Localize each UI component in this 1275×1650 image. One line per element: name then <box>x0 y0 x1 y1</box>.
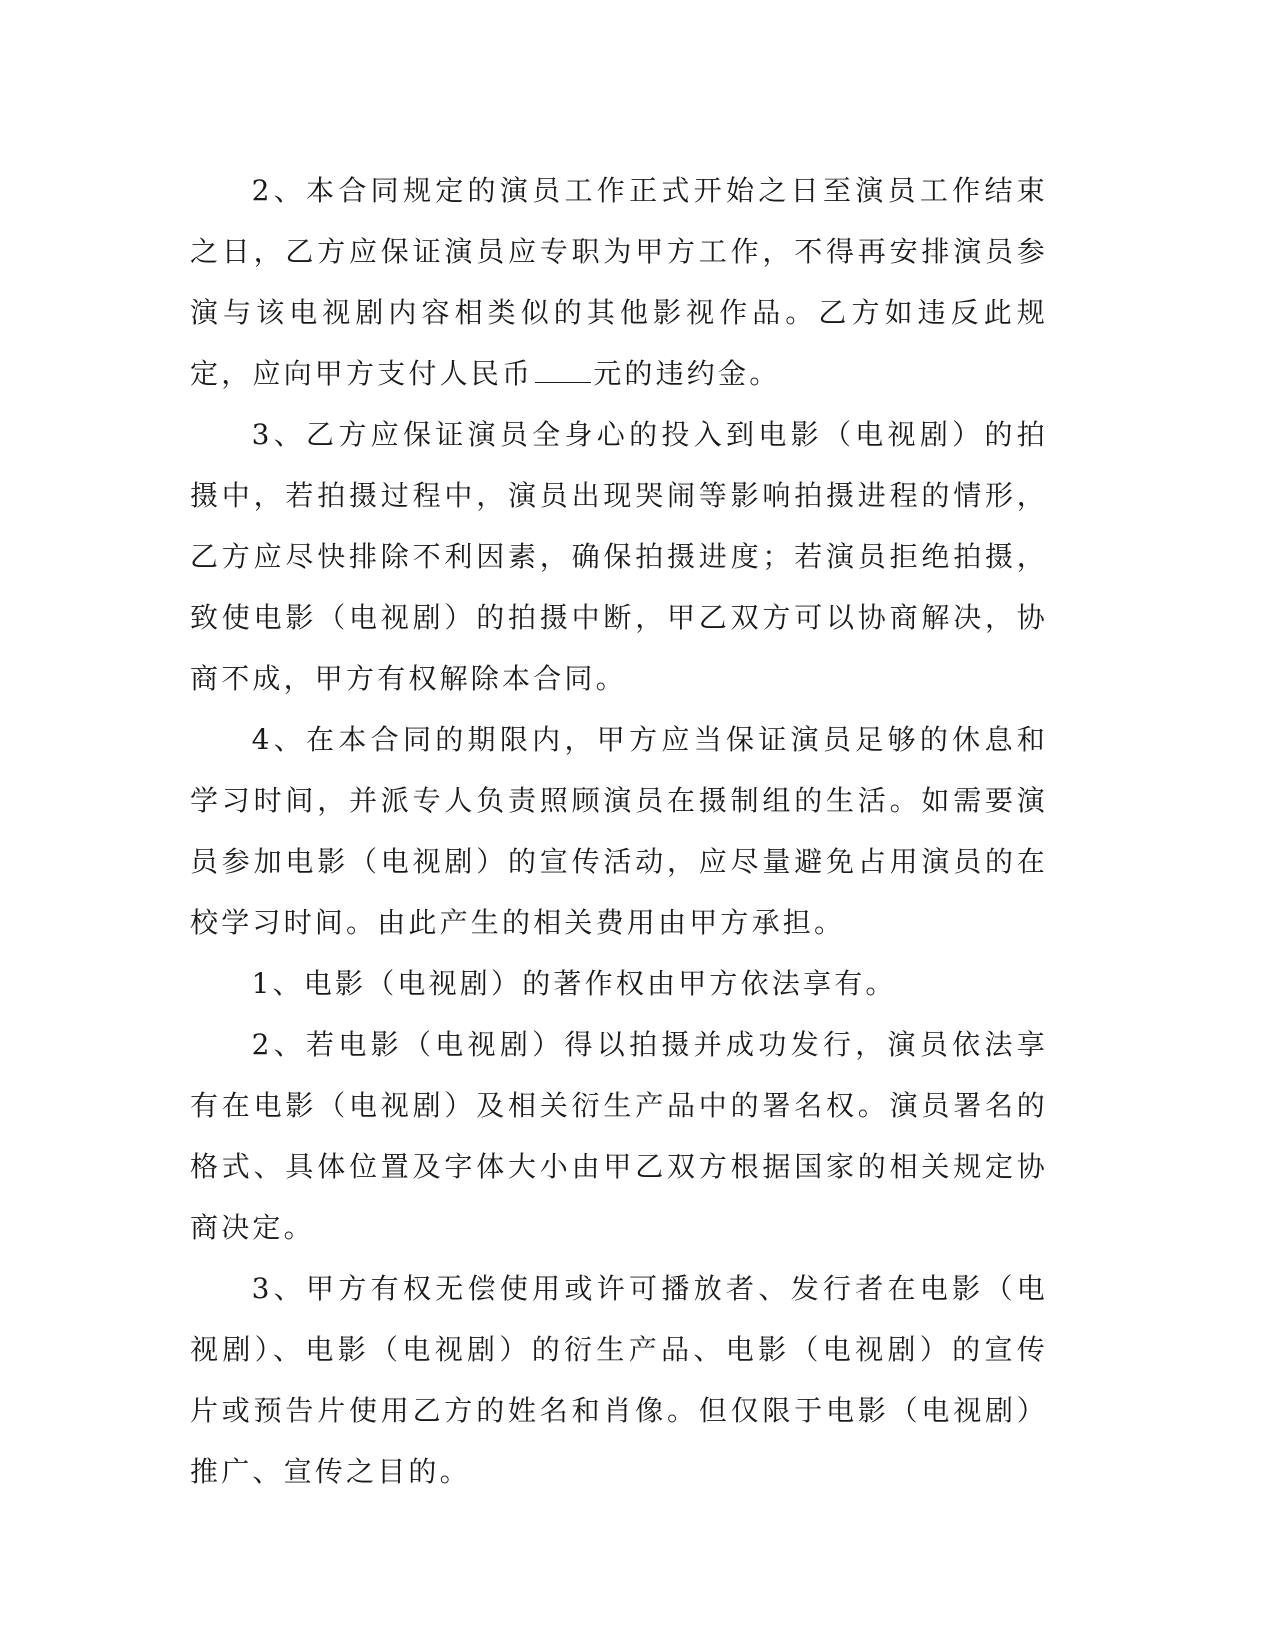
paragraph-text: 4、在本合同的期限内，甲方应当保证演员足够的休息和学习时间，并派专人负责照顾演员在摄制组的生活。如需要演员参加电影（电视剧）的宣传活动，应尽量避免占用演员的在校学习时间。由此产生的相关费用由甲方承担。 <box>190 723 1048 939</box>
paragraph-text: 1、电影（电视剧）的著作权由甲方依法享有。 <box>251 967 897 1000</box>
amount-blank <box>535 360 591 383</box>
paragraph-text: 3、甲方有权无偿使用或许可播放者、发行者在电影（电视剧）、电影（电视剧）的衍生产品、电影（电视剧）的宣传片或预告片使用乙方的姓名和肖像。但仅限于电影（电视剧）推广、宣传之目的。 <box>190 1272 1048 1488</box>
paragraph-copyright <box>190 953 1048 1014</box>
document-body <box>190 160 1048 1502</box>
paragraph-filming-commitment <box>190 404 1048 709</box>
paragraph-rest-and-study <box>190 709 1048 953</box>
paragraph-text: 元的违约金。 <box>593 357 781 390</box>
paragraph-actor-exclusivity <box>190 160 1048 404</box>
paragraph-text: 2、若电影（电视剧）得以拍摄并成功发行，演员依法享有在电影（电视剧）及相关衍生产品中的署名权。演员署名的格式、具体位置及字体大小由甲乙双方根据国家的相关规定协商决定。 <box>190 1028 1048 1244</box>
paragraph-attribution-right <box>190 1014 1048 1258</box>
paragraph-name-and-portrait <box>190 1258 1048 1502</box>
paragraph-text: 3、乙方应保证演员全身心的投入到电影（电视剧）的拍摄中，若拍摄过程中，演员出现哭闹等影响拍摄进程的情形，乙方应尽快排除不利因素，确保拍摄进度；若演员拒绝拍摄，致使电影（电视剧）的拍摄中断，甲乙双方可以协商解决，协商不成，甲方有权解除本合同。 <box>190 418 1048 695</box>
paragraph-text: 2、本合同规定的演员工作正式开始之日至演员工作结束之日，乙方应保证演员应专职为甲方工作，不得再安排演员参演与该电视剧内容相类似的其他影视作品。乙方如违反此规定，应向甲方支付人民币 <box>190 174 1048 390</box>
